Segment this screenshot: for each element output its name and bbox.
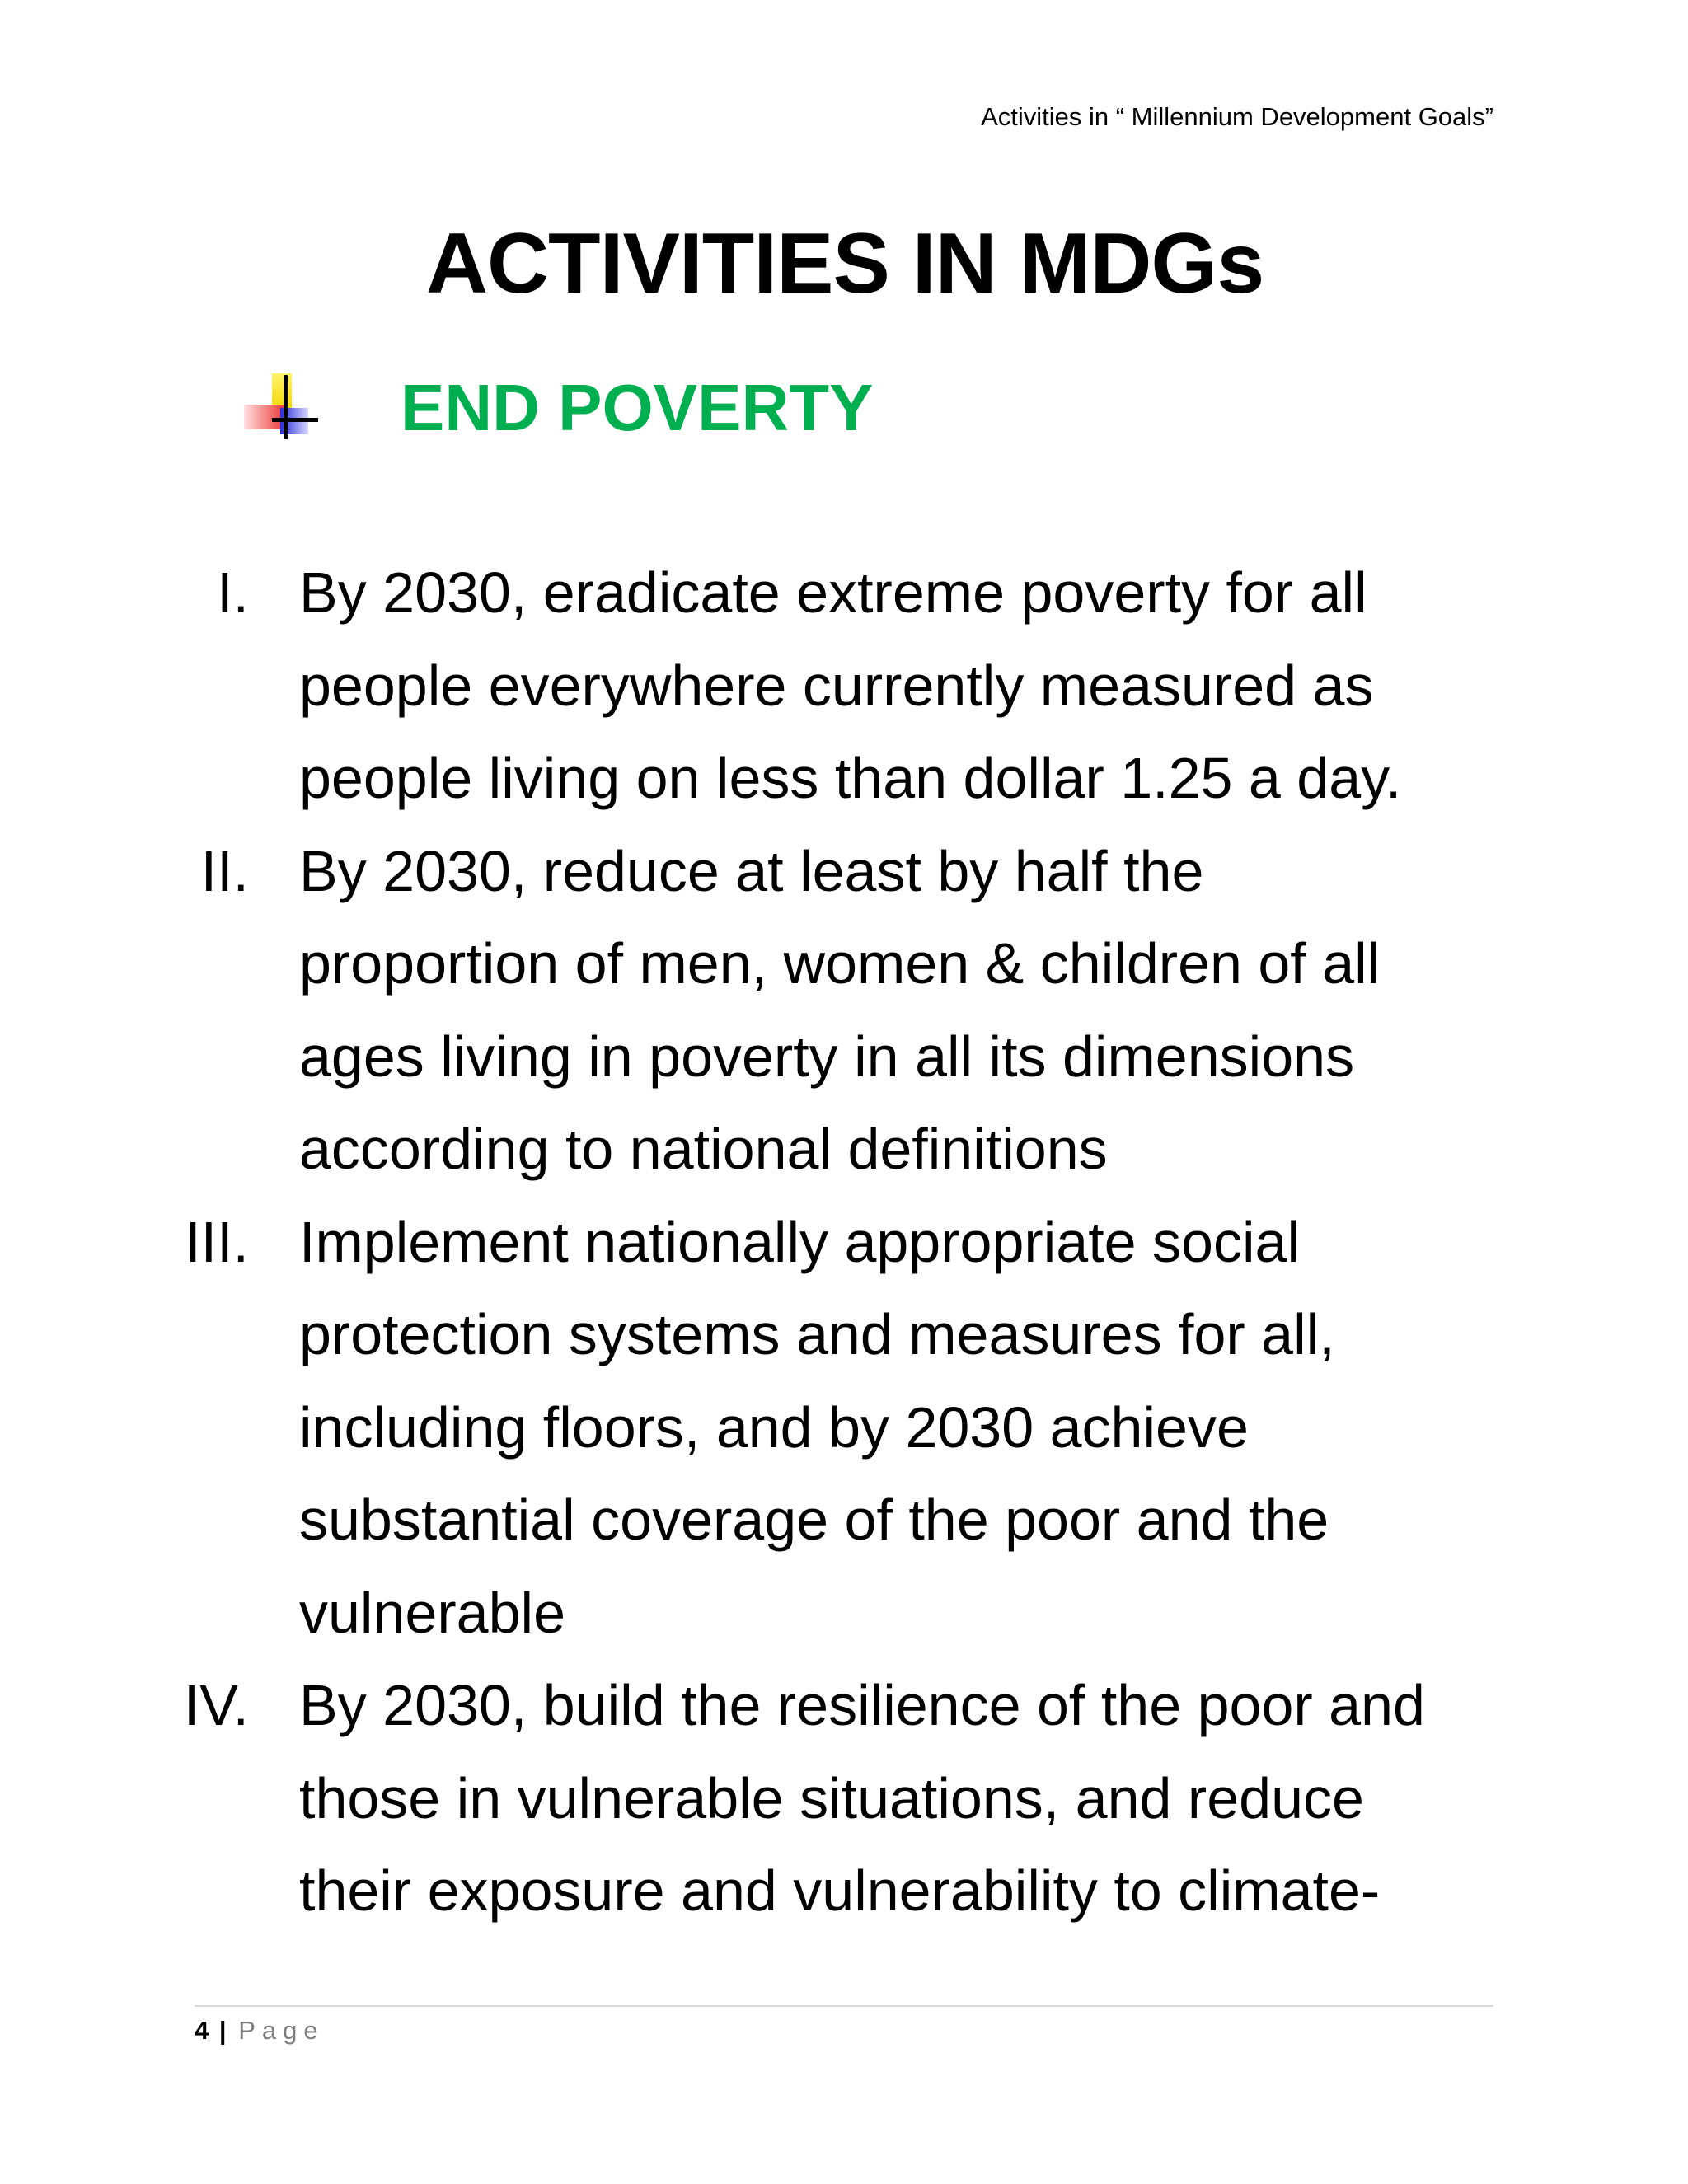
section-heading-text: END POVERTY xyxy=(401,371,874,444)
list-item-number: II. xyxy=(200,838,249,903)
section-heading xyxy=(244,367,873,449)
footer-separator: | xyxy=(218,2016,227,2045)
list-item-number: I. xyxy=(217,560,249,625)
list-item xyxy=(165,1196,1517,1660)
list-item xyxy=(165,546,1517,825)
list-item-number: IV. xyxy=(183,1673,249,1737)
list-item-text: Implement nationally appropriate social protection systems and measures for all, including floors, and by 2030 achieve substantial coverage of the poor and the vulnerable xyxy=(299,1209,1335,1645)
page-number: 4 xyxy=(195,2016,209,2045)
list-item-text: By 2030, build the resilience of the poor and those in vulnerable situations, and reduce their exposure and vulnerability to climate- xyxy=(299,1673,1425,1923)
colored-squares-crosshair-icon xyxy=(244,373,320,443)
list-item-number: III. xyxy=(185,1209,249,1274)
goal-list xyxy=(165,546,1517,1938)
list-item xyxy=(165,825,1517,1196)
list-item-text: By 2030, reduce at least by half the proportion of men, women & children of all ages living in poverty in all its dimensions according to national definitions xyxy=(299,838,1381,1181)
page-title: ACTIVITIES IN MDGs xyxy=(425,216,1264,312)
page-label: Page xyxy=(238,2016,325,2045)
page-footer xyxy=(195,2014,325,2047)
footer-divider xyxy=(195,2005,1493,2007)
list-item xyxy=(165,1659,1517,1938)
running-header: Activities in “ Millennium Development Goals” xyxy=(981,102,1493,131)
list-item-text: By 2030, eradicate extreme poverty for all people everywhere currently measured as people living on less than dollar 1.25 a day. xyxy=(299,560,1402,810)
